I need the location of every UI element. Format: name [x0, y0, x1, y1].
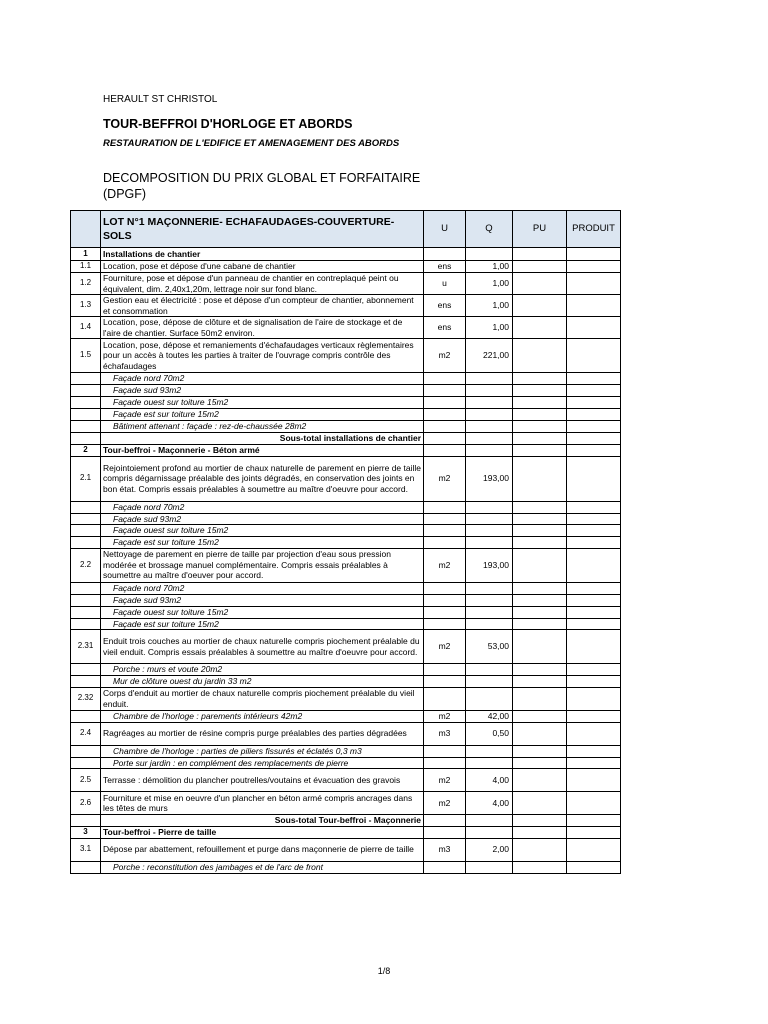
row-unit [424, 745, 466, 757]
row-quantity [466, 525, 513, 537]
row-quantity: 42,00 [466, 710, 513, 722]
row-unit-price [513, 397, 567, 409]
row-unit-price [513, 838, 567, 861]
row-description: Façade nord 70m2 [101, 582, 424, 594]
detail-row [71, 373, 621, 385]
row-product [567, 594, 621, 606]
row-number: 2.1 [71, 456, 101, 501]
row-unit-price [513, 861, 567, 873]
row-unit [424, 525, 466, 537]
row-description: Façade ouest sur toiture 15m2 [101, 606, 424, 618]
row-quantity [466, 664, 513, 676]
detail-row [71, 861, 621, 873]
row-description: Location, pose, dépose de clôture et de signalisation de l'aire de stockage et de l'aire de chantier. Surface 50m2 environ. [101, 317, 424, 339]
row-quantity [466, 385, 513, 397]
row-quantity [466, 606, 513, 618]
detail-row [71, 385, 621, 397]
detail-row [71, 513, 621, 525]
row-unit [424, 513, 466, 525]
row-number: 1.2 [71, 273, 101, 295]
table-row [71, 792, 621, 815]
row-unit-price [513, 273, 567, 295]
row-quantity [466, 594, 513, 606]
detail-row [71, 421, 621, 433]
row-quantity [466, 745, 513, 757]
row-unit-price [513, 710, 567, 722]
row-description: Location, pose et dépose d'une cabane de chantier [101, 261, 424, 273]
row-product [567, 444, 621, 456]
row-number: 2.2 [71, 548, 101, 582]
row-description: Mur de clôture ouest du jardin 33 m2 [101, 676, 424, 688]
row-product [567, 618, 621, 630]
row-unit-price [513, 618, 567, 630]
row-description: Façade nord 70m2 [101, 373, 424, 385]
row-number [71, 676, 101, 688]
row-description: Façade est sur toiture 15m2 [101, 618, 424, 630]
detail-row [71, 501, 621, 513]
row-number: 1 [71, 248, 101, 261]
row-quantity [466, 444, 513, 456]
lot-title: LOT N°1 MAÇONNERIE- ECHAFAUDAGES-COUVERTURE-SOLS [101, 211, 424, 248]
row-product [567, 792, 621, 815]
row-unit: ens [424, 317, 466, 339]
row-quantity [466, 687, 513, 710]
row-product [567, 676, 621, 688]
row-unit-price [513, 409, 567, 421]
table-row [71, 295, 621, 317]
row-quantity [466, 757, 513, 769]
row-quantity [466, 815, 513, 827]
row-unit-price [513, 432, 567, 444]
row-unit [424, 757, 466, 769]
row-description: Chambre de l'horloge : parements intérieurs 42m2 [101, 710, 424, 722]
row-number [71, 385, 101, 397]
page-number: 1/8 [377, 966, 391, 976]
row-unit [424, 537, 466, 549]
table-row [71, 456, 621, 501]
row-quantity: 4,00 [466, 769, 513, 792]
row-number: 1.4 [71, 317, 101, 339]
row-quantity: 1,00 [466, 317, 513, 339]
row-unit [424, 606, 466, 618]
detail-row [71, 525, 621, 537]
row-unit-price [513, 582, 567, 594]
row-product [567, 548, 621, 582]
row-number: 2.5 [71, 769, 101, 792]
table-row [71, 630, 621, 664]
row-unit-price [513, 757, 567, 769]
row-number: 1.5 [71, 339, 101, 373]
row-description: Fourniture et mise en oeuvre d'un plancher en béton armé compris ancrages dans les têtes de murs [101, 792, 424, 815]
row-number [71, 513, 101, 525]
row-product [567, 525, 621, 537]
row-quantity [466, 618, 513, 630]
row-number [71, 501, 101, 513]
row-number: 1.3 [71, 295, 101, 317]
row-description: Façade est sur toiture 15m2 [101, 409, 424, 421]
row-unit-price [513, 826, 567, 838]
row-number [71, 664, 101, 676]
row-product [567, 537, 621, 549]
row-unit-price [513, 456, 567, 501]
detail-row [71, 710, 621, 722]
row-quantity: 1,00 [466, 295, 513, 317]
row-product [567, 664, 621, 676]
row-unit-price [513, 594, 567, 606]
row-quantity [466, 676, 513, 688]
row-product [567, 339, 621, 373]
detail-row [71, 757, 621, 769]
row-number: 3.1 [71, 838, 101, 861]
subtotal-row [71, 432, 621, 444]
row-product [567, 295, 621, 317]
detail-row [71, 594, 621, 606]
row-unit [424, 861, 466, 873]
row-unit [424, 248, 466, 261]
row-unit-price [513, 248, 567, 261]
row-quantity [466, 421, 513, 433]
table-row [71, 722, 621, 745]
row-unit-price [513, 373, 567, 385]
row-unit: ens [424, 261, 466, 273]
row-description: Rejointoiement profond au mortier de chaux naturelle de parement en pierre de taille compris dégarnissage préalable des joints dégradés, en conservation des joints en bon état. Compris essais préalables à soumettre au maître d'oeuvre pour accord. [101, 456, 424, 501]
row-unit: m3 [424, 838, 466, 861]
row-unit-price [513, 339, 567, 373]
row-product [567, 317, 621, 339]
row-quantity [466, 826, 513, 838]
row-unit-price [513, 385, 567, 397]
row-product [567, 409, 621, 421]
row-description: Façade est sur toiture 15m2 [101, 537, 424, 549]
row-unit: m2 [424, 630, 466, 664]
header-num-cell [71, 211, 101, 248]
row-description: Façade sud 93m2 [101, 594, 424, 606]
row-number [71, 745, 101, 757]
section-row [71, 826, 621, 838]
row-product [567, 373, 621, 385]
row-unit-price [513, 513, 567, 525]
row-quantity: 0,50 [466, 722, 513, 745]
row-quantity [466, 397, 513, 409]
detail-row [71, 582, 621, 594]
row-description: Façade ouest sur toiture 15m2 [101, 397, 424, 409]
row-unit-price [513, 295, 567, 317]
row-number [71, 397, 101, 409]
row-quantity [466, 373, 513, 385]
row-number: 2.4 [71, 722, 101, 745]
row-unit [424, 432, 466, 444]
row-unit [424, 664, 466, 676]
row-description: Sous-total installations de chantier [101, 432, 424, 444]
table-row [71, 339, 621, 373]
row-description: Terrasse : démolition du plancher poutrelles/voutains et évacuation des gravois [101, 769, 424, 792]
row-description: Sous-total Tour-beffroi - Maçonnerie [101, 815, 424, 827]
row-unit: m2 [424, 456, 466, 501]
row-unit [424, 501, 466, 513]
row-unit [424, 421, 466, 433]
row-unit-price [513, 606, 567, 618]
row-quantity: 2,00 [466, 838, 513, 861]
row-number [71, 409, 101, 421]
detail-row [71, 676, 621, 688]
row-quantity [466, 432, 513, 444]
row-quantity: 53,00 [466, 630, 513, 664]
table-row [71, 838, 621, 861]
row-product [567, 606, 621, 618]
row-unit: m2 [424, 710, 466, 722]
row-unit-price [513, 525, 567, 537]
row-unit [424, 815, 466, 827]
row-quantity: 4,00 [466, 792, 513, 815]
row-product [567, 861, 621, 873]
row-unit [424, 409, 466, 421]
row-number [71, 432, 101, 444]
row-unit [424, 582, 466, 594]
row-description: Ragréages au mortier de résine compris purge préalables des parties dégradées [101, 722, 424, 745]
row-unit-price [513, 630, 567, 664]
row-product [567, 757, 621, 769]
row-product [567, 385, 621, 397]
row-number [71, 537, 101, 549]
row-product [567, 815, 621, 827]
row-description: Porche : reconstitution des jambages et de l'arc de front [101, 861, 424, 873]
row-description: Fourniture, pose et dépose d'un panneau de chantier en contreplaqué peint ou équivalent, dim. 2,40x1,20m, lettrage noir sur fond blanc. [101, 273, 424, 295]
row-quantity [466, 513, 513, 525]
row-unit [424, 826, 466, 838]
detail-row [71, 606, 621, 618]
row-number [71, 710, 101, 722]
row-quantity: 193,00 [466, 456, 513, 501]
row-product [567, 456, 621, 501]
row-unit [424, 397, 466, 409]
document-subtitle: RESTAURATION DE L'EDIFICE ET AMENAGEMENT DES ABORDS [103, 138, 400, 149]
row-unit [424, 385, 466, 397]
row-unit-price [513, 317, 567, 339]
row-unit: m2 [424, 339, 466, 373]
row-description: Corps d'enduit au mortier de chaux naturelle compris piochement préalable du vieil enduit. [101, 687, 424, 710]
detail-row [71, 745, 621, 757]
column-header-produit: PRODUIT [567, 211, 621, 248]
row-product [567, 397, 621, 409]
location-label: HERAULT ST CHRISTOL [103, 94, 218, 105]
subtotal-row [71, 815, 621, 827]
row-product [567, 838, 621, 861]
row-unit: ens [424, 295, 466, 317]
detail-row [71, 664, 621, 676]
row-product [567, 248, 621, 261]
row-number: 2.32 [71, 687, 101, 710]
row-unit-price [513, 501, 567, 513]
row-unit-price [513, 792, 567, 815]
row-unit: u [424, 273, 466, 295]
row-product [567, 630, 621, 664]
row-quantity: 193,00 [466, 548, 513, 582]
row-unit-price [513, 769, 567, 792]
row-number [71, 421, 101, 433]
table-header-row [71, 211, 621, 248]
row-unit-price [513, 261, 567, 273]
row-number [71, 606, 101, 618]
row-unit-price [513, 444, 567, 456]
detail-row [71, 537, 621, 549]
row-description: Location, pose, dépose et remaniements d'échafaudages verticaux règlementaires pour un accès à toutes les parties à traiter de l'ouvrage compris contrôle des échafaudages [101, 339, 424, 373]
row-product [567, 432, 621, 444]
row-quantity [466, 501, 513, 513]
row-number [71, 594, 101, 606]
row-unit: m2 [424, 548, 466, 582]
row-unit [424, 618, 466, 630]
row-unit-price [513, 676, 567, 688]
row-quantity [466, 537, 513, 549]
row-number: 2 [71, 444, 101, 456]
row-product [567, 769, 621, 792]
row-number: 2.6 [71, 792, 101, 815]
row-unit-price [513, 687, 567, 710]
row-product [567, 501, 621, 513]
row-unit-price [513, 815, 567, 827]
row-number [71, 618, 101, 630]
section-row [71, 444, 621, 456]
table-row [71, 687, 621, 710]
row-quantity [466, 861, 513, 873]
table-row [71, 317, 621, 339]
row-unit-price [513, 421, 567, 433]
table-row [71, 273, 621, 295]
table-row [71, 261, 621, 273]
row-unit [424, 687, 466, 710]
row-description: Porte sur jardin : en complément des remplacements de pierre [101, 757, 424, 769]
row-product [567, 513, 621, 525]
row-unit [424, 676, 466, 688]
row-number [71, 815, 101, 827]
row-product [567, 687, 621, 710]
row-description: Chambre de l'horloge : parties de piliers fissurés et éclatés 0,3 m3 [101, 745, 424, 757]
row-product [567, 745, 621, 757]
row-unit-price [513, 548, 567, 582]
row-unit-price [513, 745, 567, 757]
row-product [567, 710, 621, 722]
table-body [71, 248, 621, 874]
row-description: Façade nord 70m2 [101, 501, 424, 513]
row-number [71, 582, 101, 594]
row-description: Installations de chantier [101, 248, 424, 261]
row-description: Enduit trois couches au mortier de chaux naturelle compris piochement préalable du vieil enduit. Compris essais préalables à soumettre au maître d'oeuvre pour accord. [101, 630, 424, 664]
row-number [71, 525, 101, 537]
row-description: Bâtiment attenant : façade : rez-de-chaussée 28m2 [101, 421, 424, 433]
row-product [567, 421, 621, 433]
section-row [71, 248, 621, 261]
column-header-u: U [424, 211, 466, 248]
row-unit-price [513, 537, 567, 549]
column-header-pu: PU [513, 211, 567, 248]
row-number [71, 757, 101, 769]
row-description: Façade ouest sur toiture 15m2 [101, 525, 424, 537]
row-product [567, 273, 621, 295]
row-description: Tour-beffroi - Pierre de taille [101, 826, 424, 838]
row-description: Façade sud 93m2 [101, 513, 424, 525]
row-quantity: 1,00 [466, 261, 513, 273]
row-product [567, 722, 621, 745]
decomposition-heading: DECOMPOSITION DU PRIX GLOBAL ET FORFAITAIRE (DPGF) [103, 171, 421, 201]
row-unit-price [513, 722, 567, 745]
table-row [71, 548, 621, 582]
row-product [567, 261, 621, 273]
row-quantity [466, 248, 513, 261]
detail-row [71, 618, 621, 630]
row-description: Gestion eau et électricité : pose et dépose d'un compteur de chantier, abonnement et consommation [101, 295, 424, 317]
row-description: Dépose par abattement, refouillement et purge dans maçonnerie de pierre de taille [101, 838, 424, 861]
row-description: Nettoyage de parement en pierre de taille par projection d'eau sous pression modérée et brossage manuel complémentaire. Compris essais préalables à soumettre au maître d'oeuver pour accord. [101, 548, 424, 582]
row-number [71, 373, 101, 385]
row-quantity [466, 582, 513, 594]
row-unit [424, 373, 466, 385]
row-unit-price [513, 664, 567, 676]
row-unit: m2 [424, 769, 466, 792]
row-product [567, 582, 621, 594]
row-number [71, 861, 101, 873]
row-quantity [466, 409, 513, 421]
dpgf-table [70, 210, 621, 874]
row-description: Tour-beffroi - Maçonnerie - Béton armé [101, 444, 424, 456]
row-unit: m3 [424, 722, 466, 745]
row-unit: m2 [424, 792, 466, 815]
column-header-q: Q [466, 211, 513, 248]
row-description: Façade sud 93m2 [101, 385, 424, 397]
table-row [71, 769, 621, 792]
detail-row [71, 397, 621, 409]
row-number: 2.31 [71, 630, 101, 664]
row-number: 1.1 [71, 261, 101, 273]
row-unit [424, 594, 466, 606]
document-title: TOUR-BEFFROI D'HORLOGE ET ABORDS [103, 117, 353, 131]
row-description: Porche : murs et voute 20m2 [101, 664, 424, 676]
row-number: 3 [71, 826, 101, 838]
row-quantity: 221,00 [466, 339, 513, 373]
row-quantity: 1,00 [466, 273, 513, 295]
detail-row [71, 409, 621, 421]
row-unit [424, 444, 466, 456]
row-product [567, 826, 621, 838]
